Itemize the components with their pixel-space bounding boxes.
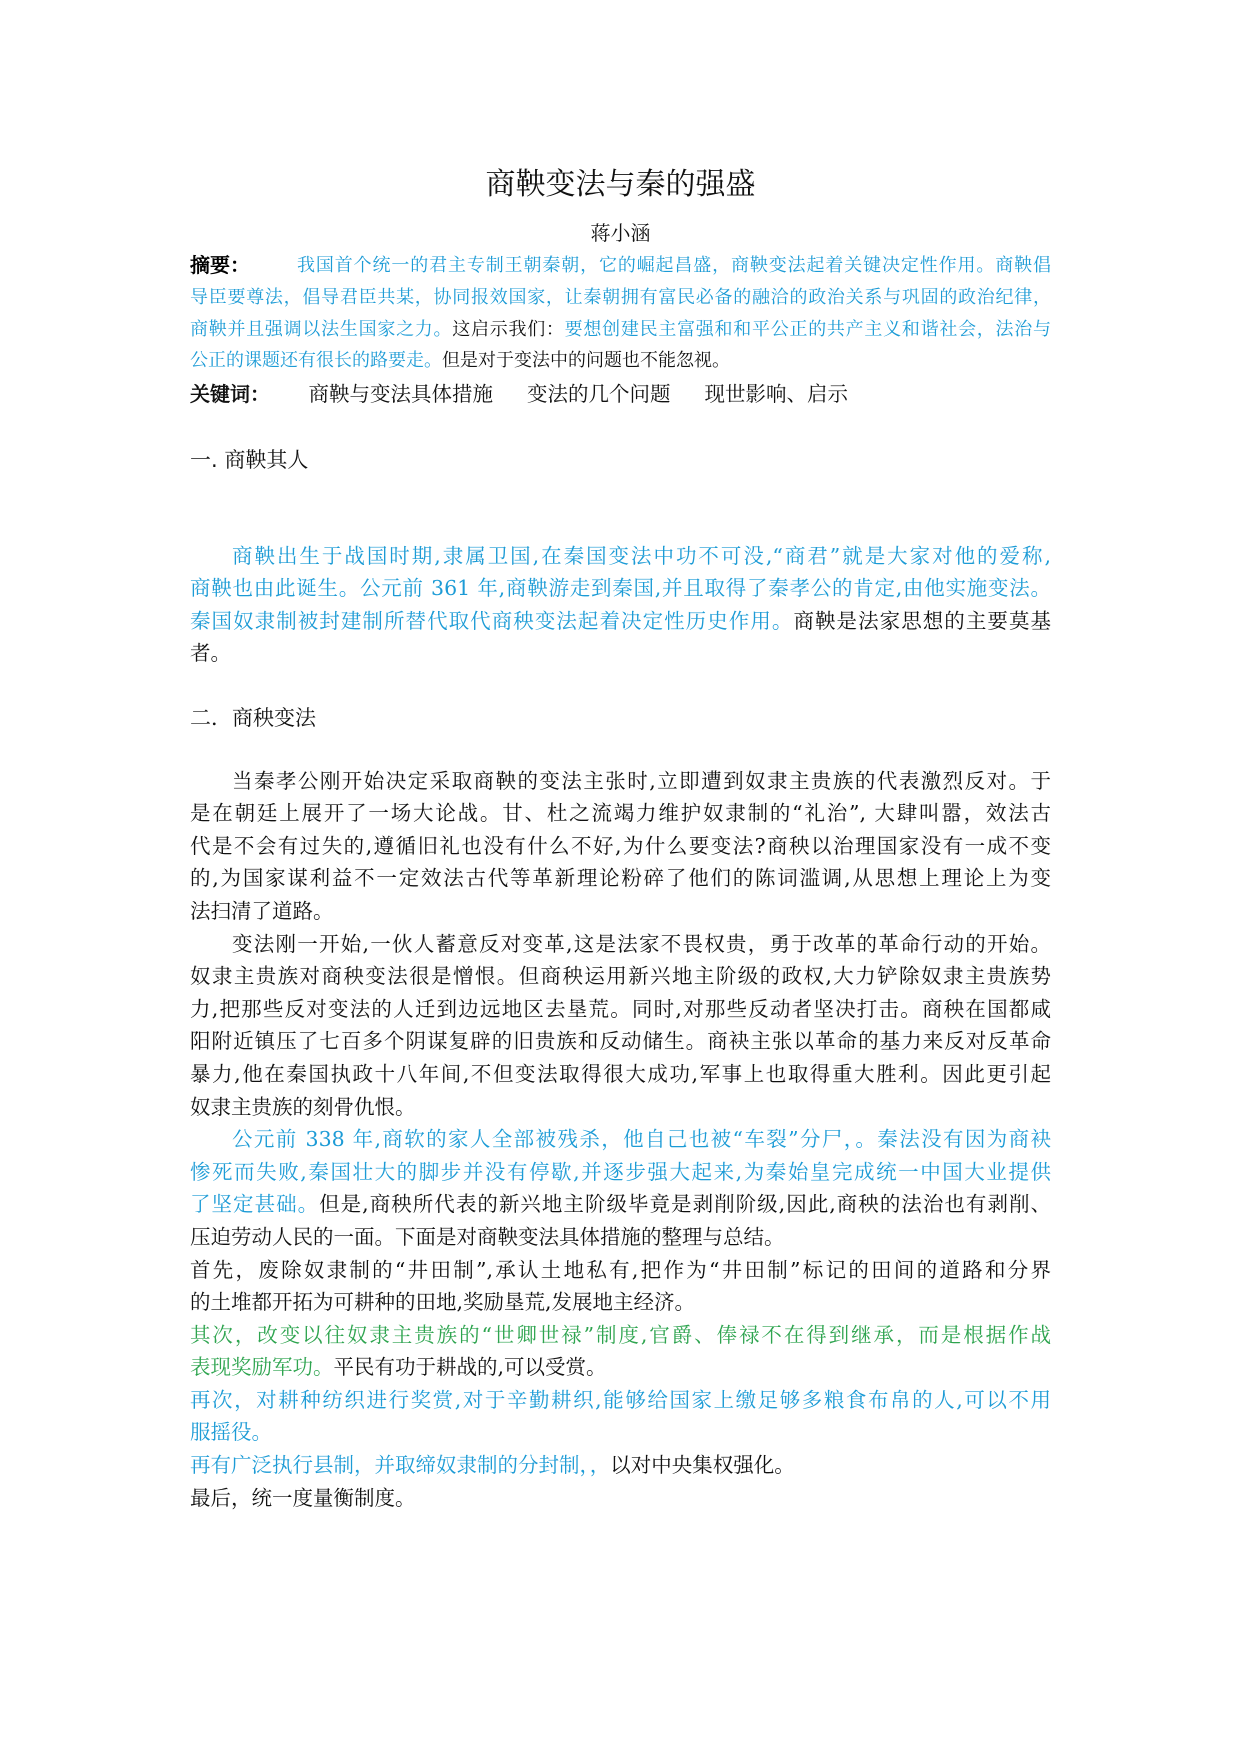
author-name: 蒋小涵 [590, 221, 651, 245]
text-segment: 平民有功于耕战的,可以受赏。 [333, 1355, 607, 1380]
text-segment: 惨死而失败,秦国壮大的脚步并没有停歇,并逐步强大起来,为秦始皇完成统一中国大业提供 [190, 1159, 1051, 1184]
abstract-line [190, 345, 1051, 377]
section-body [190, 765, 1051, 1515]
text-segment: 代是不会有过失的,遵循旧礼也没有什么不好,为什么要变法?商秧以治理国家没有一成不变 [190, 833, 1051, 858]
text-segment: 服摇役。 [190, 1420, 272, 1445]
text-segment: 法扫清了道路。 [190, 898, 334, 923]
text-line [190, 993, 1051, 1026]
paragraph [190, 540, 1051, 670]
text-segment: 以对中央集权强化。 [610, 1453, 795, 1478]
text-segment: 导臣要尊法，倡导君臣共某，协同报效国家，让秦朝拥有富民必备的融洽的政治关系与巩固的政治纪律， [190, 286, 1051, 308]
text-segment: 再次，对耕种纺织进行奖赏,对于辛勤耕织,能够给国家上缴足够多粮食布帛的人,可以不用 [190, 1387, 1051, 1412]
text-line [190, 928, 1051, 961]
text-segment: 者。 [190, 641, 231, 666]
text-segment: 但是,商秧所代表的新兴地主阶级毕竟是剥削阶级,因此,商秧的法治也有剥削、 [319, 1192, 1051, 1217]
text-segment: 阳附近镇压了七百多个阴谋复辟的旧贵族和反动储生。商袂主张以革命的基力来反对反革命 [190, 1029, 1051, 1054]
text-line [190, 797, 1051, 830]
text-line [190, 1286, 1051, 1319]
text-segment: 商鞅是法家思想的主要莫基 [793, 608, 1051, 633]
paragraph [190, 928, 1051, 1124]
text-line [190, 1254, 1051, 1287]
paragraph [190, 1319, 1051, 1384]
paragraph [190, 1449, 1051, 1482]
text-line [190, 1416, 1051, 1449]
section-heading: 一. 商鞅其人 [190, 448, 309, 472]
text-segment: 了坚定甚础。 [190, 1192, 320, 1217]
text-segment: 但是对于变法中的问题也不能忽视。 [442, 350, 730, 372]
section-body [190, 540, 1051, 670]
abstract-line-text [297, 250, 1051, 282]
keyword-item: 商鞅与变法具体措施 [308, 382, 494, 406]
abstract-line [190, 282, 1051, 314]
text-line [190, 1449, 1051, 1482]
text-line [190, 637, 1051, 670]
keywords-label: 关键词： [190, 382, 270, 406]
text-segment: 的土堆都开拓为可耕种的田地,奖励垦荒,发展地主经济。 [190, 1290, 696, 1315]
text-segment: 压迫劳动人民的一面。下面是对商鞅变法具体措施的整理与总结。 [190, 1224, 785, 1249]
text-segment: 奴隶主贵族对商秧变法很是憎恨。但商秧运用新兴地主阶级的政权,大力铲除奴隶主贵族势 [190, 964, 1051, 989]
text-segment: 再有广泛执行县制，并取缔奴隶制的分封制，， [190, 1453, 611, 1478]
abstract-block [190, 250, 1051, 377]
paragraph [190, 1123, 1051, 1253]
text-line [190, 1156, 1051, 1189]
keywords-block [190, 378, 1051, 410]
text-segment: 首先，废除奴隶制的“井田制”,承认土地私有,把作为“井田制”标记的田间的道路和分界 [190, 1257, 1051, 1282]
text-segment: 商鞅出生于战国时期,隶属卫国,在秦国变法中功不可没,“商君”就是大家对他的爱称, [232, 543, 1051, 568]
text-segment: 商鞅也由此诞生。公元前 361 年,商鞅游走到秦国,并且取得了秦孝公的肯定,由他实施变法。 [190, 576, 1051, 601]
text-segment: 商鞅并且强调以法生国家之力。 [190, 318, 453, 340]
text-line [190, 1319, 1051, 1352]
text-segment: 奴隶主贵族的刻骨仇恨。 [190, 1094, 416, 1119]
text-line [190, 572, 1051, 605]
text-segment: 力,把那些反对变法的人迁到边远地区去垦荒。同时,对那些反动者坚决打击。商秧在国都咸 [190, 996, 1051, 1021]
text-segment: 公元前 338 年,商软的家人全部被残杀，他自己也被“车裂”分尸，。秦法没有因为商袂 [232, 1127, 1051, 1152]
keyword-item: 变法的几个问题 [527, 382, 671, 406]
text-line [190, 1025, 1051, 1058]
paragraph [190, 765, 1051, 928]
text-line [190, 1123, 1051, 1156]
text-line [190, 1091, 1051, 1124]
text-segment: 表现奖励军功。 [190, 1355, 334, 1380]
text-segment: 是在朝廷上展开了一场大论战。甘、杜之流竭力维护奴隶制的“礼治”, 大肆叫嚣，效法古 [190, 801, 1051, 826]
text-segment: 公正的课题还有很长的路要走。 [190, 350, 442, 372]
paragraph [190, 1482, 1051, 1515]
abstract-line [190, 250, 1051, 282]
abstract-line [190, 314, 1051, 346]
text-segment: 暴力,他在秦国执政十八年间,不但变法取得很大成功,军事上也取得重大胜利。因此更引起 [190, 1061, 1051, 1086]
text-line [190, 830, 1051, 863]
text-line [190, 1221, 1051, 1254]
text-segment: 最后，统一度量衡制度。 [190, 1485, 416, 1510]
text-line [190, 895, 1051, 928]
text-line [190, 862, 1051, 895]
paragraph [190, 1254, 1051, 1319]
text-line [190, 1058, 1051, 1091]
text-segment: 秦国奴隶制被封建制所替代取代商秧变法起着决定性历史作用。 [190, 608, 794, 633]
text-segment: 这启示我们： [452, 318, 565, 340]
text-line [190, 1351, 1051, 1384]
text-segment: 我国首个统一的君主专制王朝秦朝，它的崛起昌盛，商鞅变法起着关键决定性作用。商鞅倡 [297, 255, 1051, 276]
text-segment: 当秦孝公刚开始决定采取商鞅的变法主张时,立即遭到奴隶主贵族的代表激烈反对。于 [232, 768, 1051, 793]
text-line [190, 540, 1051, 573]
paragraph [190, 1384, 1051, 1449]
text-line [190, 1384, 1051, 1417]
text-segment: 其次，改变以往奴隶主贵族的“世卿世禄”制度,官爵、俸禄不在得到继承，而是根据作战 [190, 1322, 1051, 1347]
text-line [190, 960, 1051, 993]
text-segment: 要想创建民主富强和和平公正的共产主义和谐社会，法治与 [564, 318, 1051, 340]
text-line [190, 605, 1051, 638]
text-line [190, 765, 1051, 798]
keyword-item: 现世影响、启示 [704, 382, 849, 406]
text-line [190, 1188, 1051, 1221]
document-title: 商鞅变法与秦的强盛 [485, 167, 756, 202]
abstract-label: 摘要： [190, 253, 250, 277]
text-line [190, 1482, 1051, 1515]
text-segment: 的,为国家谋利益不一定效法古代等革新理论粉碎了他们的陈词滥调,从思想上理论上为变 [190, 866, 1051, 891]
text-segment: 变法刚一开始,一伙人蓄意反对变革,这是法家不畏权贵，勇于改革的革命行动的开始。 [232, 931, 1051, 956]
section-heading: 二．商秧变法 [190, 706, 316, 730]
